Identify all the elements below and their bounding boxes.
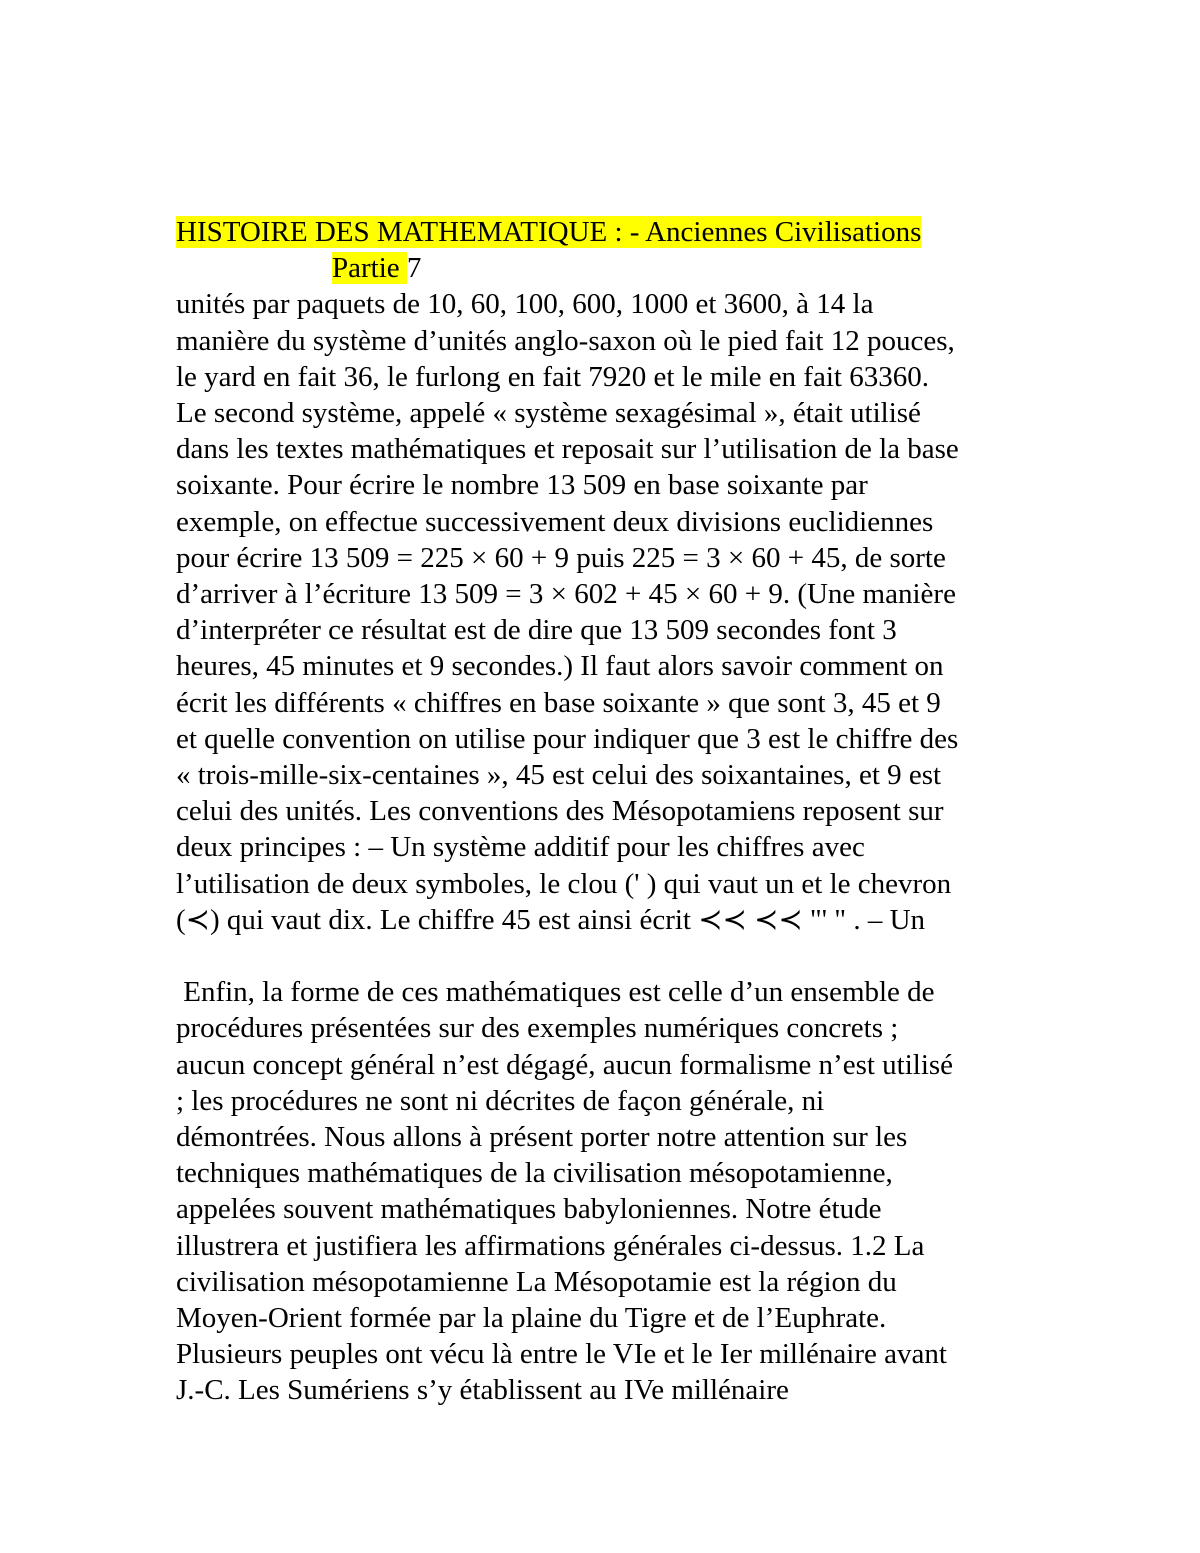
title-highlight: HISTOIRE DES MATHEMATIQUE : - Anciennes Civilisations bbox=[176, 216, 922, 248]
text-line: manière du système d’unités anglo-saxon où le pied fait 12 pouces, bbox=[176, 324, 955, 357]
text-line: Le second système, appelé « système sexagésimal », était utilisé bbox=[176, 397, 921, 430]
text-line: procédures présentées sur des exemples numériques concrets ; bbox=[176, 1012, 899, 1045]
text-line: l’utilisation de deux symboles, le clou (' ) qui vaut un et le chevron bbox=[176, 867, 952, 900]
text-line: d’interpréter ce résultat est de dire que 13 509 secondes font 3 bbox=[176, 614, 897, 647]
text-line: Enfin, la forme de ces mathématiques est celle d’un ensemble de bbox=[176, 976, 935, 1009]
text-line: illustrera et justifiera les affirmations générales ci-dessus. 1.2 La bbox=[176, 1229, 925, 1262]
document-subtitle bbox=[176, 250, 1036, 286]
paragraph-1 bbox=[176, 286, 1036, 938]
text-line: et quelle convention on utilise pour indiquer que 3 est le chiffre des bbox=[176, 722, 959, 755]
subtitle-highlight: Partie bbox=[332, 252, 407, 285]
text-line: civilisation mésopotamienne La Mésopotamie est la région du bbox=[176, 1265, 897, 1298]
paragraph-2 bbox=[176, 974, 1036, 1408]
text-line: appelées souvent mathématiques babyloniennes. Notre étude bbox=[176, 1193, 882, 1226]
text-line: le yard en fait 36, le furlong en fait 7920 et le mile en fait 63360. bbox=[176, 360, 929, 393]
text-line: (≺) qui vaut dix. Le chiffre 45 est ainsi écrit ≺≺ ≺≺ "' " . – Un bbox=[176, 903, 926, 936]
text-line: démontrées. Nous allons à présent porter notre attention sur les bbox=[176, 1121, 908, 1154]
text-line: Moyen-Orient formée par la plaine du Tigre et de l’Euphrate. bbox=[176, 1302, 887, 1335]
document-title bbox=[176, 214, 1036, 250]
text-line: heures, 45 minutes et 9 secondes.) Il faut alors savoir comment on bbox=[176, 650, 944, 683]
text-line: aucun concept général n’est dégagé, aucun formalisme n’est utilisé bbox=[176, 1048, 954, 1081]
text-line: techniques mathématiques de la civilisation mésopotamienne, bbox=[176, 1157, 893, 1190]
text-line: soixante. Pour écrire le nombre 13 509 en base soixante par bbox=[176, 469, 868, 502]
text-line: ; les procédures ne sont ni décrites de façon générale, ni bbox=[176, 1084, 825, 1117]
text-line: J.-C. Les Sumériens s’y établissent au IVe millénaire bbox=[176, 1374, 789, 1407]
part-number: 7 bbox=[406, 252, 422, 285]
document-content bbox=[176, 214, 1036, 1409]
text-line: dans les textes mathématiques et reposait sur l’utilisation de la base bbox=[176, 433, 959, 466]
paragraph-spacer bbox=[176, 938, 1036, 974]
text-line: Plusieurs peuples ont vécu là entre le VIe et le Ier millénaire avant bbox=[176, 1338, 947, 1371]
text-line: unités par paquets de 10, 60, 100, 600, 1000 et 3600, à 14 la bbox=[176, 288, 874, 321]
text-line: deux principes : – Un système additif pour les chiffres avec bbox=[176, 831, 865, 864]
text-line: exemple, on effectue successivement deux divisions euclidiennes bbox=[176, 505, 934, 538]
text-line: « trois-mille-six-centaines », 45 est celui des soixantaines, et 9 est bbox=[176, 759, 942, 792]
text-line: pour écrire 13 509 = 225 × 60 + 9 puis 225 = 3 × 60 + 45, de sorte bbox=[176, 541, 946, 574]
text-line: d’arriver à l’écriture 13 509 = 3 × 602 + 45 × 60 + 9. (Une manière bbox=[176, 578, 956, 611]
text-line: celui des unités. Les conventions des Mésopotamiens reposent sur bbox=[176, 795, 944, 828]
text-line: écrit les différents « chiffres en base soixante » que sont 3, 45 et 9 bbox=[176, 686, 941, 719]
